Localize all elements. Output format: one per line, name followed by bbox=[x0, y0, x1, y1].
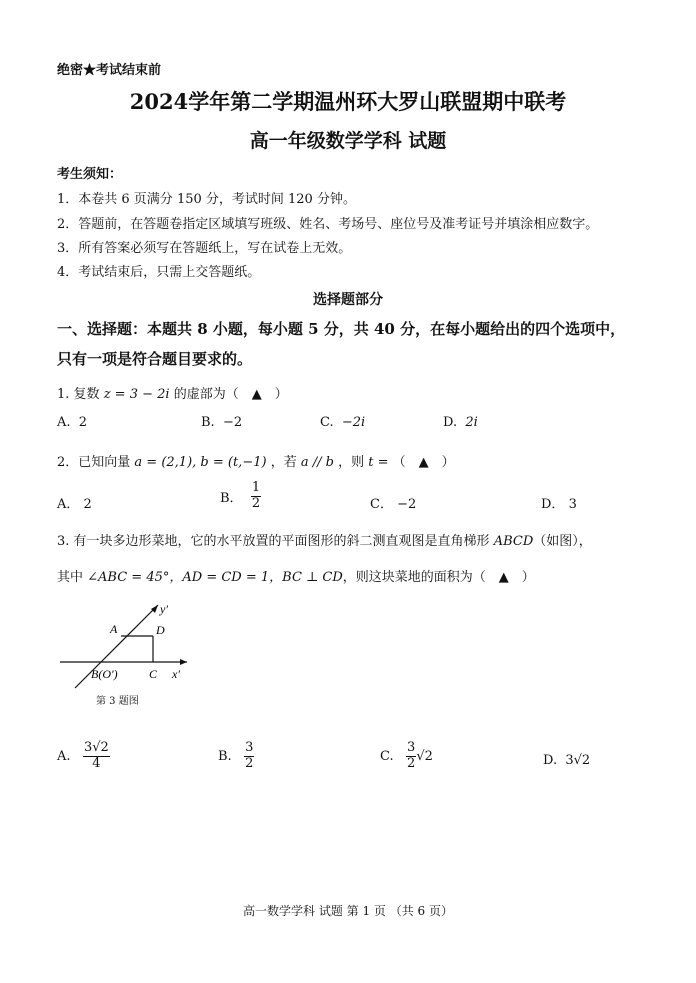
q2-option-a: A． 2 bbox=[57, 497, 92, 512]
label-d: D bbox=[156, 623, 165, 637]
q2-vectors: a = (2,1), b = (t,−1) bbox=[134, 455, 267, 470]
exam-title: 2024学年第二学期温州环大罗山联盟期中联考 bbox=[129, 89, 567, 114]
q1-suffix: 的虚部为（ ▲ ） bbox=[173, 387, 288, 402]
q3-option-d: D. 3√2 bbox=[543, 753, 591, 768]
section-instruction-cont: 只有一项是符合题目要求的。 bbox=[57, 350, 253, 368]
q1-option-b: B. −2 bbox=[201, 415, 243, 430]
q2-prefix: 2．已知向量 bbox=[57, 455, 131, 470]
section-title: 选择题部分 bbox=[313, 292, 383, 308]
page-footer: 高一数学学科 试题 第 1 页 （共 6 页） bbox=[243, 904, 453, 918]
exam-subtitle: 高一年级数学学科 试题 bbox=[249, 130, 447, 152]
label-y: y′ bbox=[160, 602, 168, 616]
notice-item: 1．本卷共 6 页满分 150 分，考试时间 120 分钟。 bbox=[57, 192, 356, 207]
section-instruction: 一、选择题：本题共 8 小题，每小题 5 分，共 40 分，在每小题给出的四个选项中， bbox=[57, 320, 626, 338]
q1-option-d: D. 2i bbox=[443, 415, 478, 430]
q1-option-c: C. −2i bbox=[320, 415, 366, 430]
notice-item: 3．所有答案必须写在答题纸上，写在试卷上无效。 bbox=[57, 241, 352, 256]
label-c: C bbox=[149, 667, 158, 681]
question-1 bbox=[57, 383, 288, 402]
notice-item: 2．答题前，在答题卷指定区域填写班级、姓名、考场号、座位号及准考证号并填涂相应数字。 bbox=[57, 217, 599, 232]
q1-prefix: 1. 复数 bbox=[57, 387, 100, 402]
q2-option-b: B． $\frac{1}{2}$ bbox=[220, 480, 261, 511]
label-a: A bbox=[110, 622, 118, 636]
notice-heading: 考生须知： bbox=[57, 167, 123, 182]
question-3: 3. 有一块多边形菜地，它的水平放置的平面图形的斜二测直观图是直角梯形 ABCD（如图）， bbox=[57, 534, 592, 549]
q1-option-a: A. 2 bbox=[57, 415, 88, 430]
question-2: 2．已知向量 a = (2,1), b = (t,−1) ，若 a // b ，则 t = （ ▲ ） bbox=[57, 455, 455, 470]
confidential-label: 绝密★考试结束前 bbox=[57, 63, 162, 78]
q3-figure-caption: 第 3 题图 bbox=[96, 696, 139, 707]
q2-option-c: C． −2 bbox=[370, 497, 417, 512]
y-axis-arrow bbox=[151, 605, 158, 613]
q3-trapezoid: ABCD bbox=[493, 534, 534, 549]
x-axis-arrow bbox=[180, 659, 187, 665]
q2-condition: a // b bbox=[300, 455, 334, 470]
q2-variable: t = bbox=[368, 455, 389, 470]
q2-option-d: D． 3 bbox=[541, 497, 577, 512]
q3-option-a: A. $\frac{3√2}{4}$ bbox=[57, 740, 109, 771]
q3-option-b: B. $\frac{3}{2}$ bbox=[218, 740, 254, 771]
label-b: B(O′) bbox=[91, 667, 118, 681]
label-x: x′ bbox=[172, 667, 180, 681]
q3-figure bbox=[55, 600, 195, 690]
q3-option-c: C. $\frac{3}{2}$ √2 bbox=[380, 740, 433, 771]
q1-expression: z = 3 − 2i bbox=[103, 387, 170, 402]
q3-conditions: ∠ABC = 45°，AD = CD = 1，BC ⊥ CD bbox=[87, 570, 343, 585]
question-3-conditions: 其中 ∠ABC = 45°，AD = CD = 1，BC ⊥ CD，则这块菜地的面积为（ ▲ ） bbox=[57, 570, 535, 585]
notice-item: 4．考试结束后，只需上交答题纸。 bbox=[57, 265, 261, 280]
